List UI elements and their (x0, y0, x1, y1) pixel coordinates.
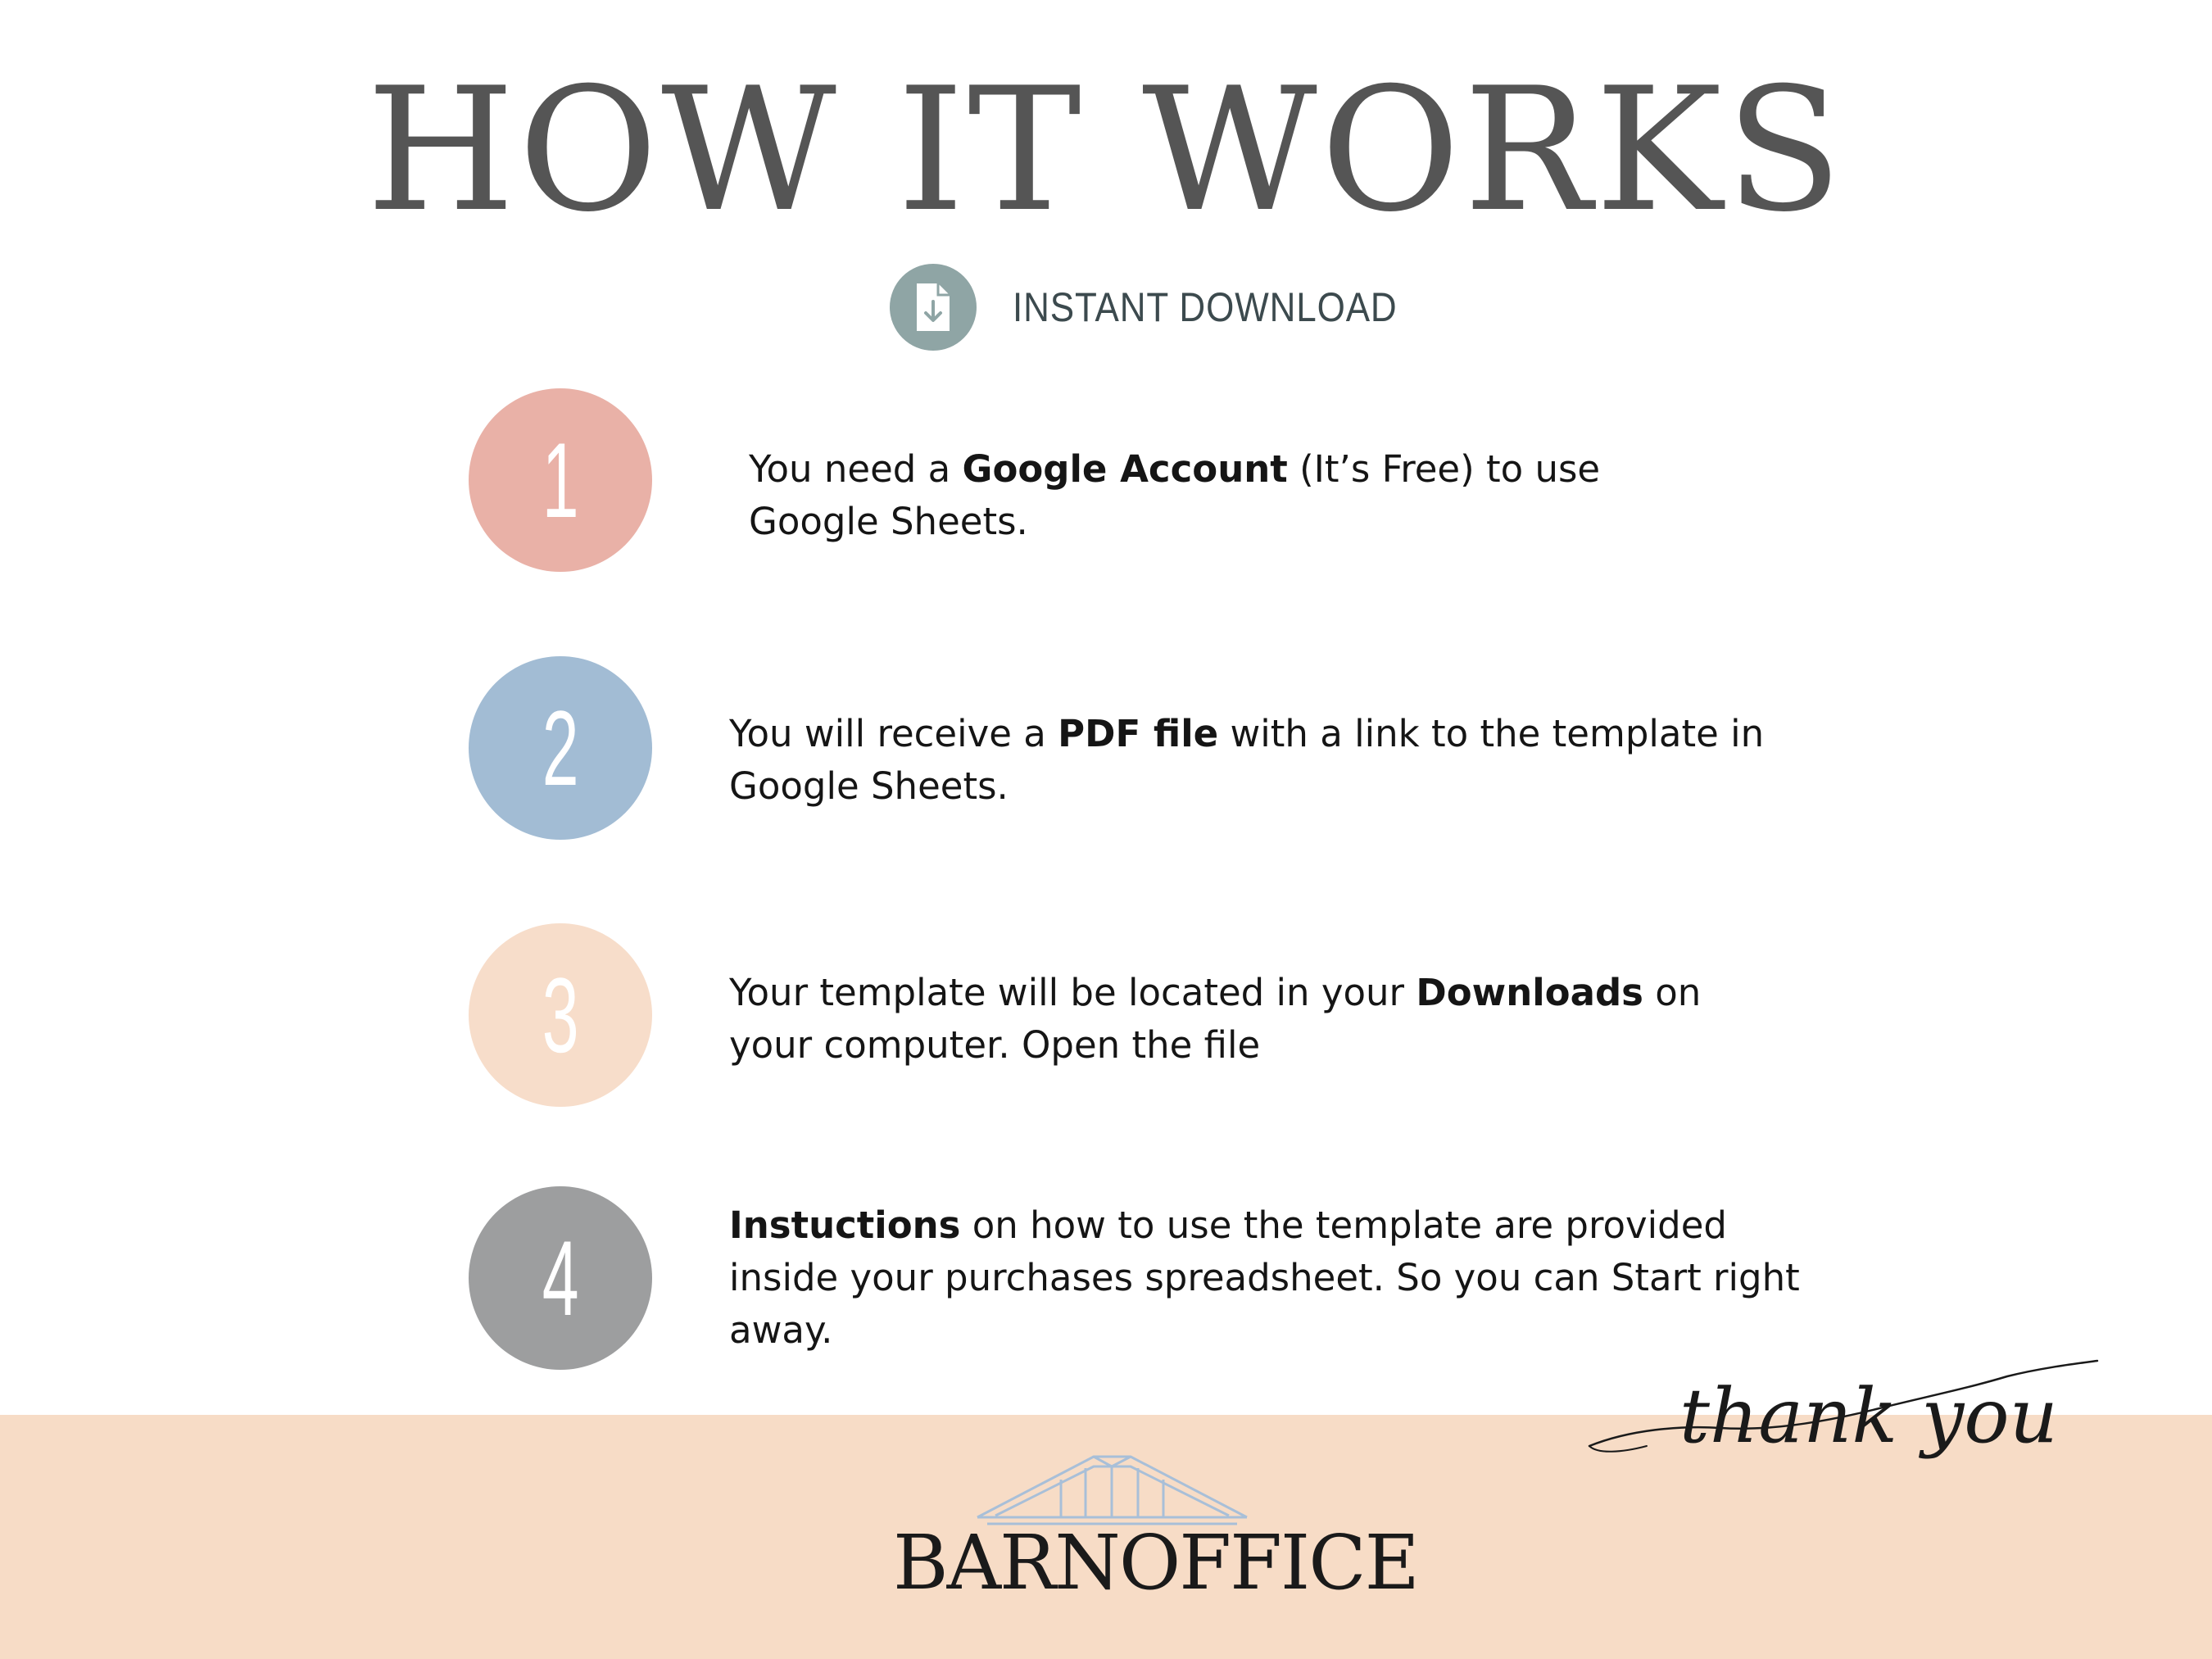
step-1-text-part: (It’s Free) to use Google Sheets. (749, 447, 1601, 543)
step-3-text-part: Downloads (1416, 971, 1643, 1014)
step-2-text (729, 708, 1811, 813)
step-3-number: 3 (542, 955, 579, 1075)
step-2-text-part: PDF file (1058, 712, 1219, 755)
step-2-number-circle (469, 656, 652, 840)
page-title: HOW IT WORKS (366, 52, 1846, 250)
step-2-number: 2 (542, 688, 579, 808)
step-1-number-circle (469, 388, 652, 572)
step-2-text-part: with a link to the template in Google Sheets. (729, 712, 1765, 808)
step-3-text (729, 967, 1778, 1072)
brand-logo-text: BARNOFFICE (893, 1519, 1418, 1607)
step-2-text-part: You will receive a (729, 712, 1058, 755)
step-1-text-part: You need a (749, 447, 963, 491)
step-4-text-part: on how to use the template are provided inside your purchases spreadsheet. So you can Start right away. (729, 1203, 1800, 1352)
step-1-number: 1 (542, 420, 579, 540)
step-4-text-part: Instuctions (729, 1203, 961, 1247)
instant-download-label: INSTANT DOWNLOAD (1013, 284, 1398, 330)
barn-roof-logo-icon (971, 1450, 1253, 1528)
step-3-number-circle (469, 923, 652, 1107)
step-1-text-part: Google Account (962, 447, 1288, 491)
instant-download-row (890, 264, 1450, 351)
step-4-number-circle (469, 1186, 652, 1370)
thank-you-signature (1581, 1331, 2105, 1479)
thank-you-text: thank you (1679, 1372, 2058, 1460)
step-4-number: 4 (542, 1218, 579, 1338)
step-3-text-part: Your template will be located in your (729, 971, 1416, 1014)
step-1-text (749, 443, 1666, 548)
file-download-icon (890, 264, 977, 351)
step-3-text-part: on your computer. Open the file (729, 971, 1702, 1067)
